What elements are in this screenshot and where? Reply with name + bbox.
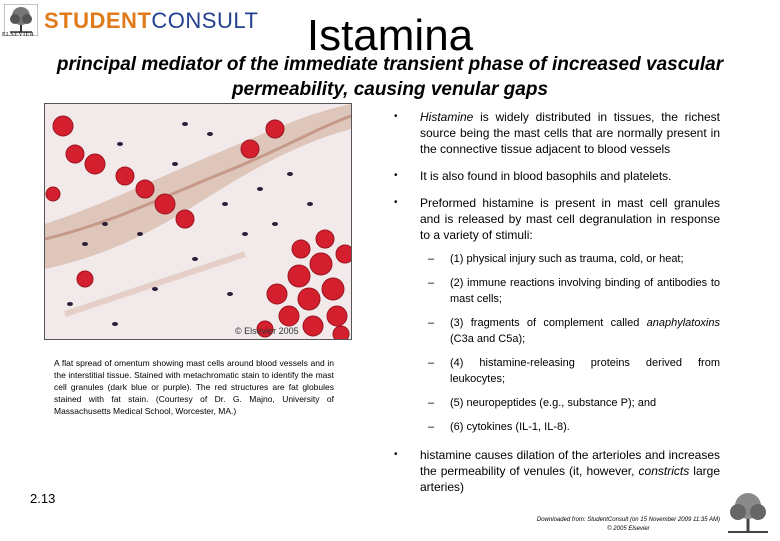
- sub-item-text: (5) neuropeptides (e.g., substance P); and: [450, 397, 657, 409]
- footer-line: © 2005 Elsevier: [607, 526, 650, 532]
- bullet-item: [390, 109, 720, 157]
- publisher-name: ELSEVIER: [2, 32, 35, 38]
- sub-item-text: (6) cytokines (IL-1, IL-8).: [450, 421, 570, 433]
- sub-dash: –: [428, 397, 435, 409]
- bullet-dot: •: [394, 111, 398, 122]
- sub-item-text: (4) histamine-releasing proteins derived from leukocytes;: [450, 357, 720, 385]
- elsevier-tree-logo-icon: [722, 488, 774, 536]
- sub-item-text: (C3a and C5a);: [450, 333, 526, 345]
- footer-line: Downloaded from: StudentConsult (on 15 November 2009 11:35 AM): [536, 517, 720, 523]
- bullet-dot: •: [394, 449, 398, 460]
- sub-dash: –: [428, 277, 435, 289]
- bullet-italic: constricts: [638, 464, 690, 478]
- sub-item-italic: anaphylatoxins: [646, 317, 720, 329]
- sub-item: [390, 419, 720, 435]
- bullet-text: histamine causes dilation of the arterioles and increases the permeability of venules (it, however,: [420, 448, 720, 478]
- slide-subtitle: principal mediator of the immediate transient phase of increased vascular permeability, causing venular gaps: [56, 54, 724, 100]
- figure-caption: A flat spread of omentum showing mast cells around blood vessels and in the interstitial tissue. Stained with metachromatic stain to identify the mast cell granules (dark blue or purple). The red structures are fat globules stained with fat stain. (Courtesy of Dr. G. Majno, University of Massachusetts Medical School, Worcester, MA.): [54, 358, 334, 416]
- micrograph-image: [44, 103, 352, 340]
- bullet-list: [390, 109, 720, 506]
- sub-item-text: (2) immune reactions involving binding of antibodies to mast cells;: [450, 277, 720, 305]
- bullet-item: [390, 195, 720, 243]
- figure-watermark: © Elsevier 2005: [235, 326, 299, 336]
- sub-item: [390, 395, 720, 411]
- sub-item: [390, 275, 720, 307]
- brand-student: STUDENT: [44, 8, 152, 33]
- bullet-text: It is also found in blood basophils and platelets.: [420, 169, 672, 183]
- brand-consult: CONSULT: [151, 8, 259, 33]
- footer-credit: [537, 516, 720, 534]
- bullet-text: Preformed histamine is present in mast cell granules and is released by mast cell degranulation in response to a variety of stimuli:: [420, 196, 720, 242]
- bullet-text: large arteries): [420, 464, 720, 494]
- sub-dash: –: [428, 357, 435, 369]
- sub-item: [390, 355, 720, 387]
- bullet-item: [390, 447, 720, 495]
- sub-item: [390, 251, 720, 267]
- bullet-dot: •: [394, 197, 398, 208]
- bullet-item: [390, 168, 720, 184]
- slide-number: 2.13: [30, 491, 56, 506]
- sub-item: [390, 315, 720, 347]
- sub-dash: –: [428, 421, 435, 433]
- bullet-dot: •: [394, 170, 398, 181]
- bullet-text: is widely distributed in tissues, the richest source being the mast cells that are normally present in the connective tissue adjacent to blood vessels: [420, 110, 720, 156]
- slide-title: Istamina: [306, 11, 474, 60]
- sub-item-text: (3) fragments of complement called: [450, 317, 647, 329]
- bullet-italic-lead: Histamine: [420, 110, 474, 124]
- sub-dash: –: [428, 317, 435, 329]
- sub-dash: –: [428, 253, 435, 265]
- sub-item-text: (1) physical injury such as trauma, cold, or heat;: [450, 253, 684, 265]
